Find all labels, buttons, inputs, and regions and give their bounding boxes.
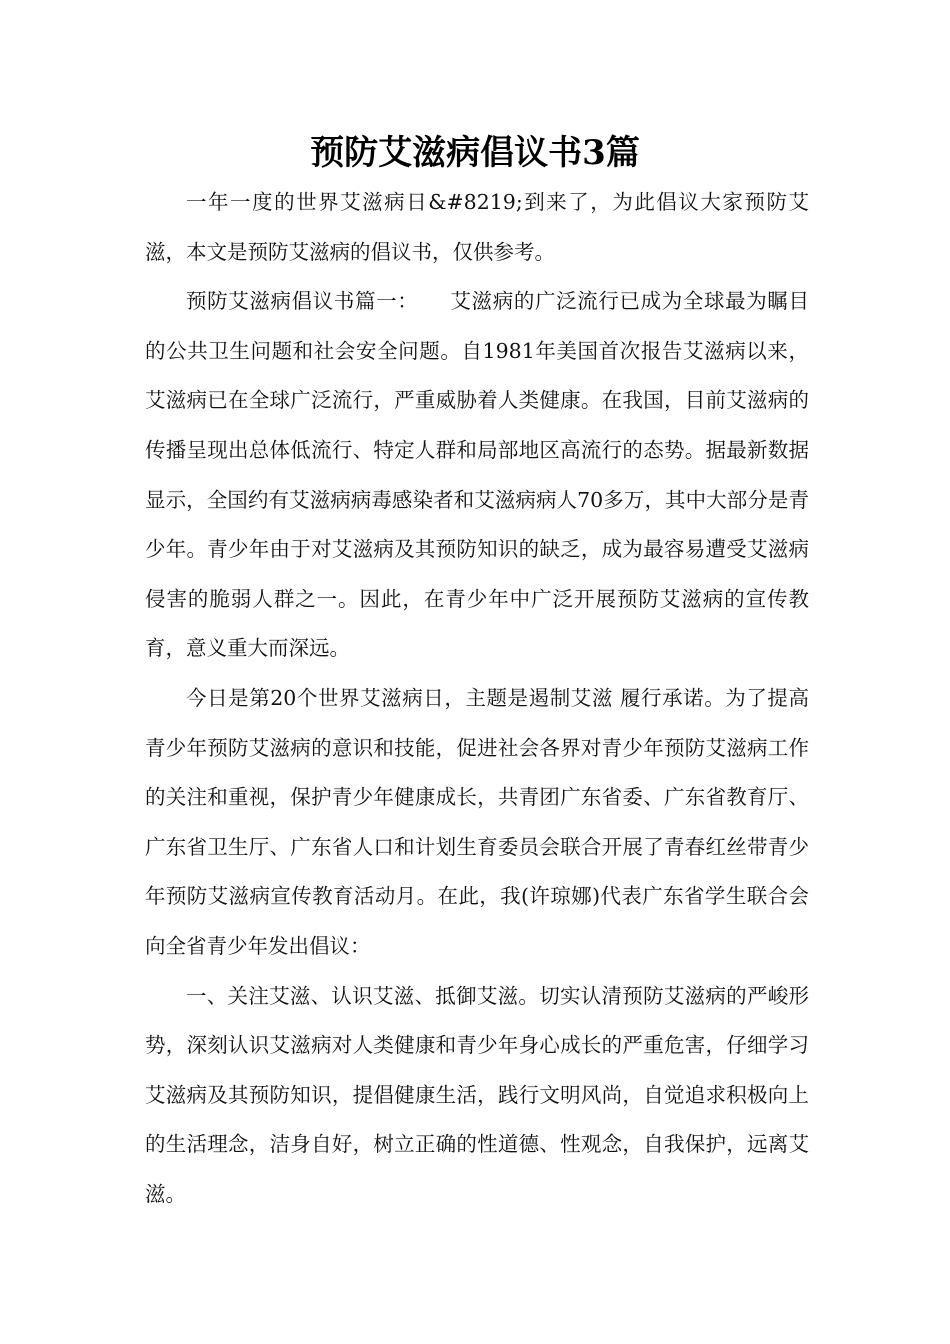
paragraph-proposal-one: 一、关注艾滋、认识艾滋、抵御艾滋。切实认清预防艾滋病的严峻形势，深刻认识艾滋病对人类健康和青少年身心成长的严重危害，仔细学习艾滋病及其预防知识，提倡健康生活，践行文明风尚，自觉追求积极向上的生活理念，洁身自好，树立正确的性道德、性观念，自我保护，远离艾滋。 [145,983,809,1206]
paragraph-world-aids-day: 今日是第20个世界艾滋病日，主题是遏制艾滋 履行承诺。为了提高青少年预防艾滋病的意识和技能，促进社会各界对青少年预防艾滋病工作的关注和重视，保护青少年健康成长，共青团广东省委、广东省教育厅、广东省卫生厅、广东省人口和计划生育委员会联合开展了青春红丝带青少年预防艾滋病宣传教育活动月。在此，我(许琼娜)代表广东省学生联合会向全省青少年发出倡议： [145,685,809,958]
document-title: 预防艾滋病倡议书3篇 [310,133,640,173]
paragraph-intro: 一年一度的世界艾滋病日&#8219;到来了，为此倡议大家预防艾滋，本文是预防艾滋病的倡议书，仅供参考。 [145,190,809,264]
paragraph-part-one: 预防艾滋病倡议书篇一： 艾滋病的广泛流行已成为全球最为瞩目的公共卫生问题和社会安全问题。自1981年美国首次报告艾滋病以来，艾滋病已在全球广泛流行，严重威胁着人类健康。在我国，目前艾滋病的传播呈现出总体低流行、特定人群和局部地区高流行的态势。据最新数据显示，全国约有艾滋病病毒感染者和艾滋病病人70多万，其中大部分是青少年。青少年由于对艾滋病及其预防知识的缺乏，成为最容易遭受艾滋病侵害的脆弱人群之一。因此，在青少年中广泛开展预防艾滋病的宣传教育，意义重大而深远。 [145,289,809,661]
document-body [145,178,809,1219]
